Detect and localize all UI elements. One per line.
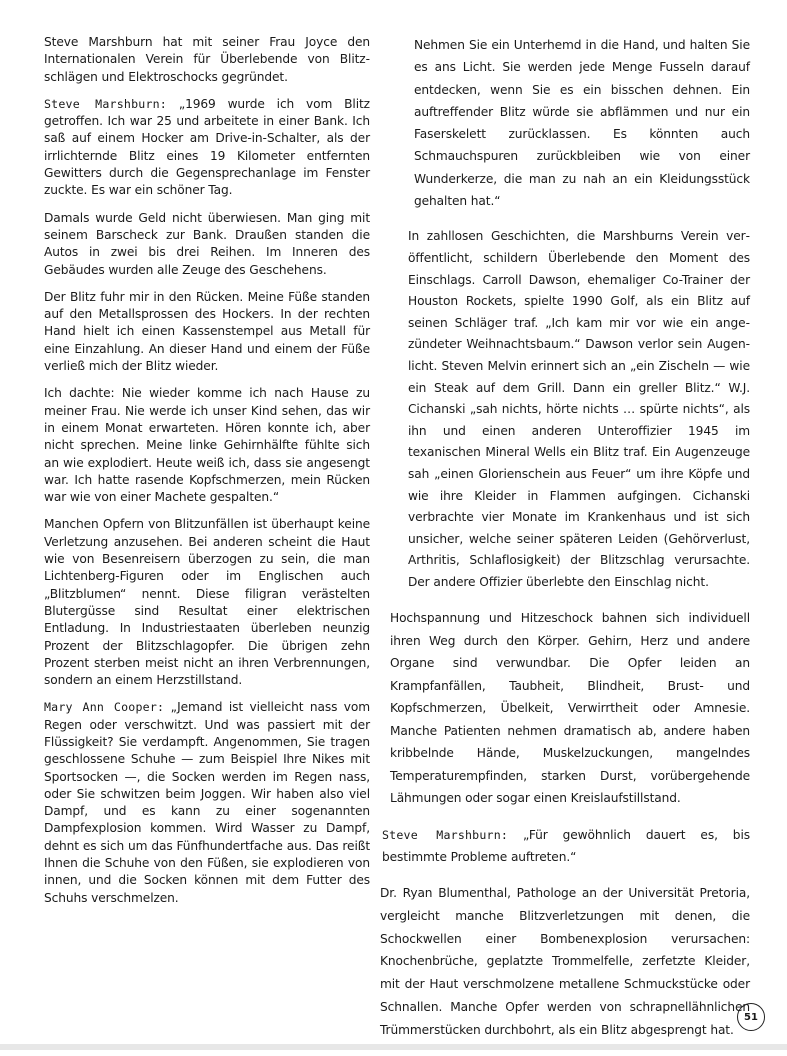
- quote-text: „1969 wurde ich vom Blitz getroffen. Ich war 25 und arbeitete in einer Bank. Ich saß auf einem Hocker am Drive-in-Schalter, als der irrlichternde Blitz eines 19 Kilometer entfernten Gewitters durch die Gegensprechanlage im Fenster zuckte. Es war ein schöner Tag.: [44, 96, 370, 198]
- paragraph: In zahllosen Geschichten, die Marshburns Verein veröffentlicht, schildern Überlebende den Moment des Einschlags. Carroll Dawson, ehemaliger Co-Trainer der Houston Rockets, spielte 1990 Golf, als ein Blitz auf seinen Schläger traf. „Ich kam mir vor wie ein angezündeter Weihnachtsbaum.“ Dawson verlor sein Augenlicht. Steven Melvin erinnert sich an „ein Zischeln — wie ein Steak auf dem Grill. Dann ein greller Blitz.“ W.J. Cichanski „sah nichts, hörte nichts … spürte nichts“, als ihn und einen anderen Unteroffizier 1945 im texanischen Mineral Wells ein Blitz traf. Ein Augenzeuge sah „einen Glorienschein aus Feuer“ um ihre Köpfe und wie ihre Kleider in Flammen aufgingen. Cichanski verbrachte vier Monate im Krankenhaus und ist sich unsicher, welche seiner späteren Leiden (Gehörverlust, Arthritis, Schlaflosigkeit) der Blitzschlag verursachte. Der andere Offizier überlebte den Einschlag nicht.: [408, 229, 750, 589]
- paragraph: Dr. Ryan Blumenthal, Pathologe an der Universität Pretoria, vergleicht manche Blitzverletzungen mit denen, die Schockwellen einer Bombenexplosion verursachen: Knochenbrüche, geplatzte Trommelfelle, zerfetzte Kleider, mit der Haut verschmolzene metallene Schmuckstücke oder Schnallen. Manche Opfer werden von schrapnellähnlichen Trümmerstücken durchbohrt, als ein Blitz abgesprengt hat.: [380, 885, 750, 1037]
- page-number-text: 51: [744, 1011, 758, 1023]
- speaker-name: Steve Marshburn:: [382, 827, 509, 842]
- bottom-edge-strip: [0, 1044, 787, 1050]
- paragraph: Damals wurde Geld nicht überwiesen. Man ging mit seinem Barscheck zur Bank. Draußen standen die Autos in zwei bis drei Reihen. Im Inneren des Gebäudes wurden alle Zeuge des Geschehens.: [44, 210, 370, 277]
- quote-paragraph: [382, 824, 750, 868]
- quote-paragraph: [44, 96, 370, 200]
- paragraph: Manchen Opfern von Blitzunfällen ist überhaupt keine Verletzung anzusehen. Bei anderen scheint die Haut wie von Besenreisern überzogen zu sein, die man Lichtenberg-Figuren oder im Englischen auch „Blitzblumen“ nennt. Diese filigran verästelten Blutergüsse sind Resultat einer elektrischen Entladung. In Industriestaaten überleben neunzig Prozent der Blitzschlagopfer. Die übrigen zehn Prozent sterben meist nicht an ihren Verbrennungen, sondern an einem Herzstillstand.: [44, 517, 370, 688]
- paragraph: Hochspannung und Hitzeschock bahnen sich individuell ihren Weg durch den Körper. Gehirn, Herz und andere Organe sind verwundbar. Die Opfer leiden an Krampfanfällen, Taubheit, Blindheit, Brust- und Kopfschmerzen, Übelkeit, Verwirrtheit oder Amnesie. Manche Patienten nehmen dramatisch ab, andere haben kribbelnde Hände, Muskelzuckungen, mangelndes Temperaturempfinden, starken Durst, vorübergehende Lähmungen oder sogar einen Kreislaufstillstand.: [390, 611, 750, 806]
- speaker-name: Mary Ann Cooper:: [44, 700, 165, 715]
- speaker-name: Steve Marshburn:: [44, 96, 167, 111]
- paragraph: Ich dachte: Nie wieder komme ich nach Hause zu meiner Frau. Nie werde ich unser Kind sehen, das wir in einem Monat erwarteten. Hören konnte ich, aber nicht sprechen. Meine linke Gehirnhälfte fühlte sich an wie explodiert. Heute weiß ich, dass sie angesengt war. Ich hatte rasende Kopfschmerzen, mein Rücken war wie von einer Machete gespalten.“: [44, 386, 370, 505]
- paragraph: Nehmen Sie ein Unterhemd in die Hand, und halten Sie es ans Licht. Sie werden jede Menge Fusseln darauf entdecken, wenn Sie es ein bisschen dehnen. Ein auftreffender Blitz würde sie abflämmen und nur ein Faserskelett zurücklassen. Es könnten auch Schmauchspuren zurückbleiben wie von einer Wunderkerze, die man zu nah an ein Kleidungsstück gehalten hat.“: [414, 38, 750, 209]
- left-column: [44, 34, 370, 917]
- paragraph: Steve Marshburn hat mit seiner Frau Joyce den Internationalen Verein für Überlebende von Blitzschlägen und Elektroschocks gegründet.: [44, 35, 370, 84]
- quote-paragraph: [44, 699, 370, 907]
- quote-text: „Für gewöhnlich dauert es, bis bestimmte Probleme auftreten.“: [382, 827, 750, 864]
- page-number-badge: [737, 1003, 765, 1031]
- paragraph: Der Blitz fuhr mir in den Rücken. Meine Füße standen auf den Metallsprossen des Hockers. In der rechten Hand hielt ich einen Kassenstempel aus Metall für eine Einzahlung. An dieser Hand und einem der Füße verließ mich der Blitz wieder.: [44, 289, 370, 374]
- right-column: [378, 34, 750, 1056]
- quote-text: „Jemand ist vielleicht nass vom Regen oder verschwitzt. Und was passiert mit der Flüssigkeit? Sie verdampft. Angenommen, Sie tragen geschlossene Schuhe — zum Beispiel Ihre Nikes mit Sportsocken —, die Socken werden im Regen nass, oder Sie schwitzen beim Joggen. Wir haben also viel Dampf, und es kann zu einer sogenannten Dampfexplosion kommen. Wird Wasser zu Dampf, dehnt es sich um das Fünfhundertfache aus. Das reißt Ihnen die Schuhe von den Füßen, sie explodieren von innen, und die Socken können mit dem Futter des Schuhs verschmelzen.: [44, 700, 370, 905]
